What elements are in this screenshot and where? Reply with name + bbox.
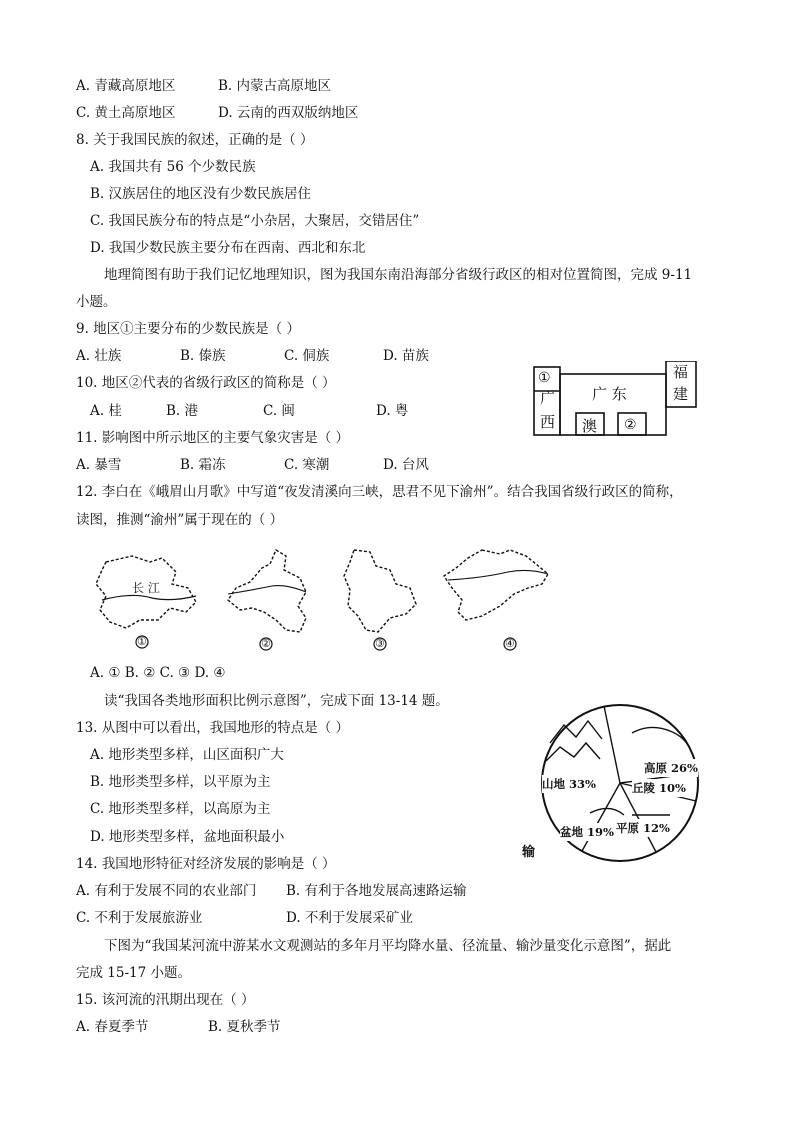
intro-15-17-line1: 下图为“我国某河流中游某水文观测站的多年月平均降水量、径流量、输沙量变化示意图”，据此 — [104, 938, 672, 954]
q15-option-a: A. 春夏季节 — [76, 1019, 149, 1035]
q10-option-d: D. 粤 — [376, 403, 409, 419]
q11-option-a: A. 暴雪 — [76, 457, 122, 473]
pie-label-hills: 丘陵 10% — [632, 781, 686, 795]
intro-13-14: 读“我国各类地形面积比例示意图”，完成下面 13-14 题。 — [104, 693, 449, 709]
q9-option-b: B. 傣族 — [180, 348, 226, 364]
region-position-map — [532, 361, 698, 437]
q7-option-b: B. 内蒙古高原地区 — [218, 78, 332, 94]
region-label-ao: 澳 — [582, 417, 598, 435]
q14-option-b: B. 有利于各地发展高速路运输 — [286, 883, 467, 899]
q10-option-c: C. 闽 — [263, 403, 295, 419]
q11-option-d: D. 台风 — [383, 457, 429, 473]
q10-option-a: A. 桂 — [90, 403, 122, 419]
map1-river-label: 长 江 — [132, 581, 160, 595]
q10-option-b: B. 港 — [166, 403, 199, 419]
q12-stem-line2: 读图，推测“渝州”属于现在的（ ） — [76, 512, 284, 528]
q8-option-c: C. 我国民族分布的特点是“小杂居，大聚居，交错居住” — [90, 213, 420, 229]
q12-stem-line1: 12. 李白在《峨眉山月歌》中写道“夜发清溪向三峡，思君不见下渝州”。结合我国省级行政区的简称， — [76, 484, 683, 500]
q14-option-c: C. 不利于发展旅游业 — [76, 910, 203, 926]
landform-pie-figure — [520, 703, 712, 863]
province-outline-4 — [438, 548, 550, 656]
q10-stem: 10. 地区②代表的省级行政区的简称是（ ） — [76, 375, 336, 391]
province-outline-3 — [340, 548, 424, 656]
q8-option-b: B. 汉族居住的地区没有少数民族居住 — [90, 186, 312, 202]
region-label-1: ① — [538, 370, 551, 386]
q15-option-b: B. 夏秋季节 — [208, 1019, 281, 1035]
pie-label-plateau: 高原 26% — [644, 761, 698, 775]
q14-option-a: A. 有利于发展不同的农业部门 — [76, 883, 257, 899]
intro-9-11-line2: 小题。 — [76, 294, 117, 310]
q9-option-a: A. 壮族 — [76, 348, 122, 364]
q9-option-d: D. 苗族 — [383, 348, 429, 364]
pie-label-plain: 平原 12% — [616, 821, 670, 835]
intro-15-17-line2: 完成 15-17 小题。 — [76, 965, 192, 981]
q14-stem: 14. 我国地形特征对经济发展的影响是（ ） — [76, 856, 336, 872]
region-label-jian: 建 — [673, 385, 689, 403]
q9-option-c: C. 侗族 — [284, 348, 330, 364]
intro-9-11-line1: 地理简图有助于我们记忆地理知识，图为我国东南沿海部分省级行政区的相对位置简图，完成 9-11 — [104, 267, 693, 283]
q11-option-b: B. 霜冻 — [180, 457, 226, 473]
q13-option-d: D. 地形类型多样，盆地面积最小 — [90, 829, 285, 845]
q8-option-a: A. 我国共有 56 个少数民族 — [90, 159, 256, 175]
q7-option-a: A. 青藏高原地区 — [76, 78, 176, 94]
pie-label-mountain: 山地 33% — [542, 777, 596, 791]
pie-label-basin: 盆地 19% — [560, 825, 614, 839]
pie-caption: 输 — [522, 845, 536, 860]
region-label-xi: 西 — [540, 413, 556, 431]
q7-option-d: D. 云南的西双版纳地区 — [218, 105, 359, 121]
region-label-guang: 广 — [540, 389, 556, 407]
region-label-2: ② — [624, 417, 637, 433]
q13-option-a: A. 地形类型多样，山区面积广大 — [90, 747, 284, 763]
q13-option-b: B. 地形类型多样，以平原为主 — [90, 774, 271, 790]
q8-stem: 8. 关于我国民族的叙述，正确的是（ ） — [76, 132, 314, 148]
q14-option-d: D. 不利于发展采矿业 — [286, 910, 413, 926]
province-label-3: ③ — [375, 637, 385, 650]
province-outline-1 — [92, 548, 204, 652]
q7-option-c: C. 黄土高原地区 — [76, 105, 176, 121]
region-label-guangdong: 广 东 — [592, 385, 627, 403]
q12-options: A. ① B. ② C. ③ D. ④ — [90, 665, 226, 681]
region-label-fu: 福 — [673, 363, 689, 381]
province-label-1: ① — [137, 635, 147, 648]
q13-option-c: C. 地形类型多样，以高原为主 — [90, 801, 271, 817]
province-label-4: ④ — [505, 637, 515, 650]
province-label-2: ② — [261, 637, 271, 650]
q15-stem: 15. 该河流的汛期出现在（ ） — [76, 992, 255, 1008]
province-outline-2 — [222, 548, 318, 656]
q8-option-d: D. 我国少数民族主要分布在西南、西北和东北 — [90, 240, 366, 256]
q9-stem: 9. 地区①主要分布的少数民族是（ ） — [76, 321, 300, 337]
q11-stem: 11. 影响图中所示地区的主要气象灾害是（ ） — [76, 430, 350, 446]
q13-stem: 13. 从图中可以看出，我国地形的特点是（ ） — [76, 720, 350, 736]
q11-option-c: C. 寒潮 — [284, 457, 330, 473]
